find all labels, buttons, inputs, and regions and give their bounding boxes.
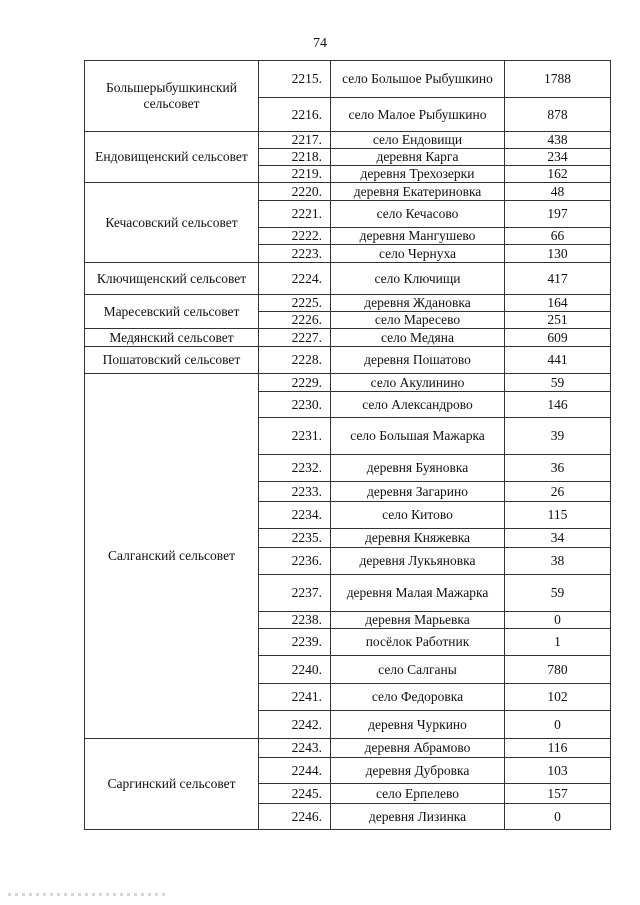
row-number-cell: 2224. — [259, 263, 331, 295]
settlement-name-cell: село Кечасово — [331, 201, 505, 228]
row-number-cell: 2219. — [259, 166, 331, 183]
settlement-name-cell: посёлок Работник — [331, 629, 505, 656]
table-row — [85, 263, 611, 295]
settlement-name-cell: село Чернуха — [331, 245, 505, 263]
settlement-name-cell: село Ерпелево — [331, 784, 505, 804]
settlement-name-cell: деревня Буяновка — [331, 455, 505, 482]
settlement-name-cell: село Салганы — [331, 656, 505, 684]
row-number-cell: 2229. — [259, 374, 331, 392]
settlement-name-cell: деревня Карга — [331, 149, 505, 166]
settlement-name-cell: село Александрово — [331, 392, 505, 418]
council-name-cell: Ключищенский сельсовет — [85, 263, 259, 295]
table-row — [85, 374, 611, 392]
council-name-cell: Маресевский сельсовет — [85, 295, 259, 329]
population-cell: 441 — [505, 347, 611, 374]
row-number-cell: 2231. — [259, 418, 331, 455]
row-number-cell: 2237. — [259, 575, 331, 612]
council-name-cell: Большерыбушкинский сельсовет — [85, 61, 259, 132]
row-number-cell: 2233. — [259, 482, 331, 502]
row-number-cell: 2223. — [259, 245, 331, 263]
row-number-cell: 2235. — [259, 529, 331, 548]
council-name-cell: Кечасовский сельсовет — [85, 183, 259, 263]
settlement-name-cell: деревня Лизинка — [331, 804, 505, 830]
council-name-cell: Пошатовский сельсовет — [85, 347, 259, 374]
council-name-cell: Салганский сельсовет — [85, 374, 259, 739]
population-cell: 36 — [505, 455, 611, 482]
population-cell: 116 — [505, 739, 611, 758]
settlement-name-cell: село Большая Мажарка — [331, 418, 505, 455]
row-number-cell: 2216. — [259, 98, 331, 132]
row-number-cell: 2218. — [259, 149, 331, 166]
settlement-name-cell: село Федоровка — [331, 684, 505, 711]
row-number-cell: 2239. — [259, 629, 331, 656]
settlement-name-cell: село Ключищи — [331, 263, 505, 295]
row-number-cell: 2234. — [259, 502, 331, 529]
population-cell: 0 — [505, 612, 611, 629]
settlement-name-cell: село Медяна — [331, 329, 505, 347]
row-number-cell: 2232. — [259, 455, 331, 482]
row-number-cell: 2230. — [259, 392, 331, 418]
settlement-name-cell: деревня Трехозерки — [331, 166, 505, 183]
population-cell: 130 — [505, 245, 611, 263]
settlement-name-cell: село Китово — [331, 502, 505, 529]
population-cell: 66 — [505, 228, 611, 245]
settlement-name-cell: деревня Пошатово — [331, 347, 505, 374]
row-number-cell: 2215. — [259, 61, 331, 98]
row-number-cell: 2220. — [259, 183, 331, 201]
population-cell: 1 — [505, 629, 611, 656]
population-cell: 878 — [505, 98, 611, 132]
row-number-cell: 2227. — [259, 329, 331, 347]
population-cell: 0 — [505, 804, 611, 830]
settlement-name-cell: деревня Абрамово — [331, 739, 505, 758]
row-number-cell: 2225. — [259, 295, 331, 312]
population-cell: 609 — [505, 329, 611, 347]
settlement-name-cell: село Акулинино — [331, 374, 505, 392]
table-row — [85, 295, 611, 312]
row-number-cell: 2244. — [259, 758, 331, 784]
settlements-table — [84, 60, 611, 830]
table-row — [85, 329, 611, 347]
row-number-cell: 2236. — [259, 548, 331, 575]
row-number-cell: 2243. — [259, 739, 331, 758]
settlement-name-cell: село Большое Рыбушкино — [331, 61, 505, 98]
table-row — [85, 347, 611, 374]
row-number-cell: 2245. — [259, 784, 331, 804]
settlement-name-cell: деревня Малая Мажарка — [331, 575, 505, 612]
population-cell: 164 — [505, 295, 611, 312]
settlement-name-cell: деревня Марьевка — [331, 612, 505, 629]
settlement-name-cell: деревня Чуркино — [331, 711, 505, 739]
settlement-name-cell: деревня Екатериновка — [331, 183, 505, 201]
population-cell: 780 — [505, 656, 611, 684]
settlement-name-cell: деревня Ждановка — [331, 295, 505, 312]
population-cell: 234 — [505, 149, 611, 166]
row-number-cell: 2240. — [259, 656, 331, 684]
population-cell: 48 — [505, 183, 611, 201]
population-cell: 157 — [505, 784, 611, 804]
row-number-cell: 2222. — [259, 228, 331, 245]
population-cell: 102 — [505, 684, 611, 711]
council-name-cell: Саргинский сельсовет — [85, 739, 259, 830]
settlement-name-cell: село Маресево — [331, 312, 505, 329]
population-cell: 115 — [505, 502, 611, 529]
population-cell: 0 — [505, 711, 611, 739]
council-name-cell: Медянский сельсовет — [85, 329, 259, 347]
population-cell: 38 — [505, 548, 611, 575]
population-cell: 59 — [505, 575, 611, 612]
population-cell: 59 — [505, 374, 611, 392]
council-name-cell: Ендовищенский сельсовет — [85, 132, 259, 183]
settlement-name-cell: деревня Княжевка — [331, 529, 505, 548]
population-cell: 103 — [505, 758, 611, 784]
population-cell: 26 — [505, 482, 611, 502]
population-cell: 438 — [505, 132, 611, 149]
population-cell: 1788 — [505, 61, 611, 98]
scan-footer-mark — [8, 893, 168, 896]
population-cell: 146 — [505, 392, 611, 418]
row-number-cell: 2242. — [259, 711, 331, 739]
row-number-cell: 2238. — [259, 612, 331, 629]
population-cell: 162 — [505, 166, 611, 183]
row-number-cell: 2217. — [259, 132, 331, 149]
table-row — [85, 61, 611, 98]
table-row — [85, 132, 611, 149]
table-row — [85, 183, 611, 201]
population-cell: 34 — [505, 529, 611, 548]
settlement-name-cell: деревня Мангушево — [331, 228, 505, 245]
table-body — [85, 61, 611, 830]
settlement-name-cell: деревня Дубровка — [331, 758, 505, 784]
population-cell: 251 — [505, 312, 611, 329]
row-number-cell: 2226. — [259, 312, 331, 329]
settlement-name-cell: село Ендовищи — [331, 132, 505, 149]
row-number-cell: 2228. — [259, 347, 331, 374]
population-cell: 39 — [505, 418, 611, 455]
population-cell: 197 — [505, 201, 611, 228]
settlement-name-cell: деревня Лукьяновка — [331, 548, 505, 575]
page-number: 74 — [313, 36, 327, 51]
row-number-cell: 2221. — [259, 201, 331, 228]
table-row — [85, 739, 611, 758]
settlement-name-cell: деревня Загарино — [331, 482, 505, 502]
row-number-cell: 2241. — [259, 684, 331, 711]
row-number-cell: 2246. — [259, 804, 331, 830]
settlement-name-cell: село Малое Рыбушкино — [331, 98, 505, 132]
population-cell: 417 — [505, 263, 611, 295]
